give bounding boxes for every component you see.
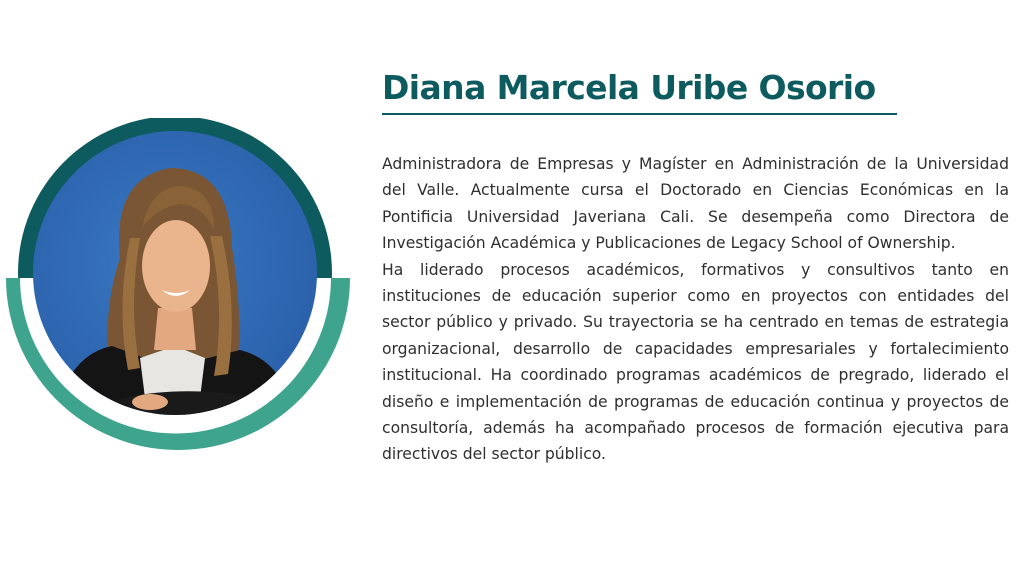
profile-photo-frame [0, 118, 360, 478]
title-underline [382, 113, 897, 115]
person-name: Diana Marcela Uribe Osorio [382, 68, 876, 107]
biography-text: Administradora de Empresas y Magíster en Administración de la Universidad del Valle. Actualmente cursa el Doctorado en Ciencias Económicas en la Pontificia Universidad Javeriana Cali. Se desempeña como Directora de Investigación Académica y Publicaciones de Legacy School of Ownership. Ha liderado procesos académicos, formativos y consultivos tanto en instituciones de educación superior como en proyectos con entidades del sector público y privado. Su trayectoria se ha centrado en temas de estrategia organizacional, desarrollo de capacidades empresariales y fortalecimiento institucional. Ha coordinado programas académicos de pregrado, liderado el diseño e implementación de programas de educación continua y proyectos de consultoría, además ha acompañado procesos de formación ejecutiva para directivos del sector público. [382, 155, 1009, 464]
